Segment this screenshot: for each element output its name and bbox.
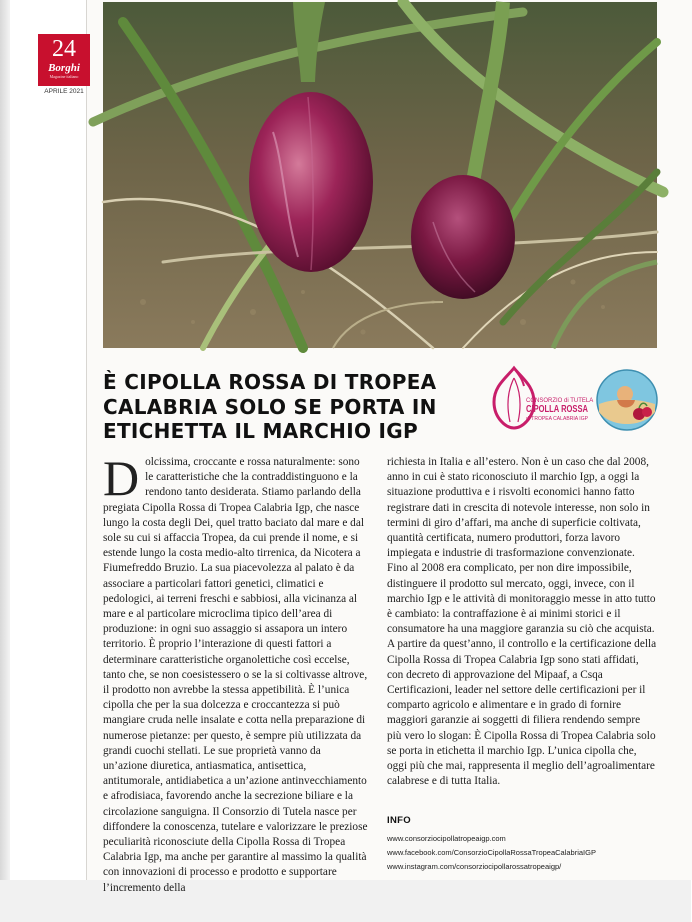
page-number: 24: [52, 36, 76, 62]
logo-line3: di TROPEA CALABRIA IGP: [526, 416, 589, 422]
article-column-1: [103, 450, 368, 896]
website-link[interactable]: www.consorziocipollatropeaigp.com: [387, 834, 506, 843]
info-box: [387, 815, 657, 874]
page-number-badge: [38, 34, 90, 86]
magazine-tagline: Magazine italiano: [49, 74, 79, 79]
article-paragraph: [103, 450, 368, 896]
drop-cap: D: [103, 450, 140, 506]
page-gutter: [10, 0, 86, 880]
logo-line2: CIPOLLA ROSSA: [526, 404, 588, 415]
article-paragraph-2: richiesta in Italia e all’estero. Non è un caso che dal 2008, anno in cui è stato riconosciuto il marchio Igp, a oggi la situazione produttiva e i risvolti economici hanno fatto registrare dati in crescita di notevole interesse, non solo in termini di giro d’affari, ma anche di superficie coltivata, quantità certificata, numero produttori, forza lavoro impiegata e industrie di trasformazione convenzionate. Fino al 2008 era complicato, per non dire impossibile, distinguere il prodotto sul mercato, oggi, invece, con il marchio Igp e le attività di monitoraggio messe in atto tutto è cambiato: la contraffazione è ai minimi storici e il consumatore ha una maggiore garanzia su ciò che acquista.: [387, 456, 656, 636]
facebook-link[interactable]: www.facebook.com/ConsorzioCipollaRossaTropeaCalabriaIGP: [387, 848, 596, 857]
onion-logo-icon: [484, 364, 592, 432]
article-column-2: [387, 455, 657, 789]
magazine-name: Borghi: [48, 62, 80, 74]
article-paragraph-3: A partire da quest’anno, il controllo e la certificazione della Cipolla Rossa di Tropea Calabria Igp sono stati affidati, con decreto di approvazione del Mipaaf, a Csqa Certificazioni, leader nel settore delle certificazioni per il comparto agricolo e alimentare e in grado di fornire maggiori garanzie ai soggetti di filiera rendendo sempre più vero lo slogan: È Cipolla Rossa di Tropea Calabria solo se porta in etichetta il marchio Igp. L’unica cipolla che, oggi più che mai, rappresenta il meglio dell’agroalimentare calabrese e di tutta Italia.: [387, 638, 657, 788]
article-text-col1: olcissima, croccante e rossa naturalmente: sono le caratteristiche che la contraddistinguono e la rendono tanto desiderata. Stiamo parlando della pregiata Cipolla Rossa di Tropea Calabria Igp, che nasce lungo la costa degli Dei, quel tratto baciato dal mare e dal sole su cui si affaccia Tropea, da cui prende il nome, e si estende lungo la costa medio-alto tirrenica, da Nicotera a Fiumefreddo Bruzio. La sua piacevolezza al palato è da associare a particolari fattori genetici, climatici e pedologici, ai terreni freschi e sabbiosi, alla vicinanza al mare e al particolare microclima tipico dell’area di produzione: in ogni suo assaggio si assapora un intero territorio. È proprio l’interazione di questi fattori a determinare caratteristiche organolettiche così eccelse, tanto che, se non coesistessero o se la si coltivasse altrove, il prodotto non avrebbe la stessa appetibilità. È l’unica cipolla che per la sua dolcezza e croccantezza si può mangiare cruda nelle insalate e cotta nella preparazione di numerose pietanze: per questo, è sempre più utilizzata da grandi cuochi stellati. Le sue proprietà vanno da un’azione diuretica, antiasmatica, antisettica, antitumorale, antidiabetica a un’azione antinvecchiamento e afrodisiaca, favorendo anche la secrezione biliare e la circolazione sanguigna. Il Consorzio di Tutela nasce per diffondere la conoscenza, tutelare e valorizzare le preziose peculiarità riconosciute della Cipolla Rossa di Tropea Calabria Igp, ma anche per garantire al massimo la qualità con innovazioni di processo e prodotto e supportare l’incremento della: [103, 456, 368, 894]
seal-logo-icon: [595, 368, 659, 432]
instagram-link[interactable]: www.instagram.com/consorziocipollarossatropeaigp/: [387, 862, 562, 871]
onion-field-photo: [103, 2, 657, 348]
issue-date: APRILE 2021: [44, 88, 84, 95]
info-title: INFO: [387, 815, 411, 826]
logo-line1: CONSORZIO di TUTELA: [526, 398, 594, 404]
article-headline: È CIPOLLA ROSSA DI TROPEA CALABRIA SOLO SE PORTA IN ETICHETTA IL MARCHIO IGP: [103, 370, 437, 443]
